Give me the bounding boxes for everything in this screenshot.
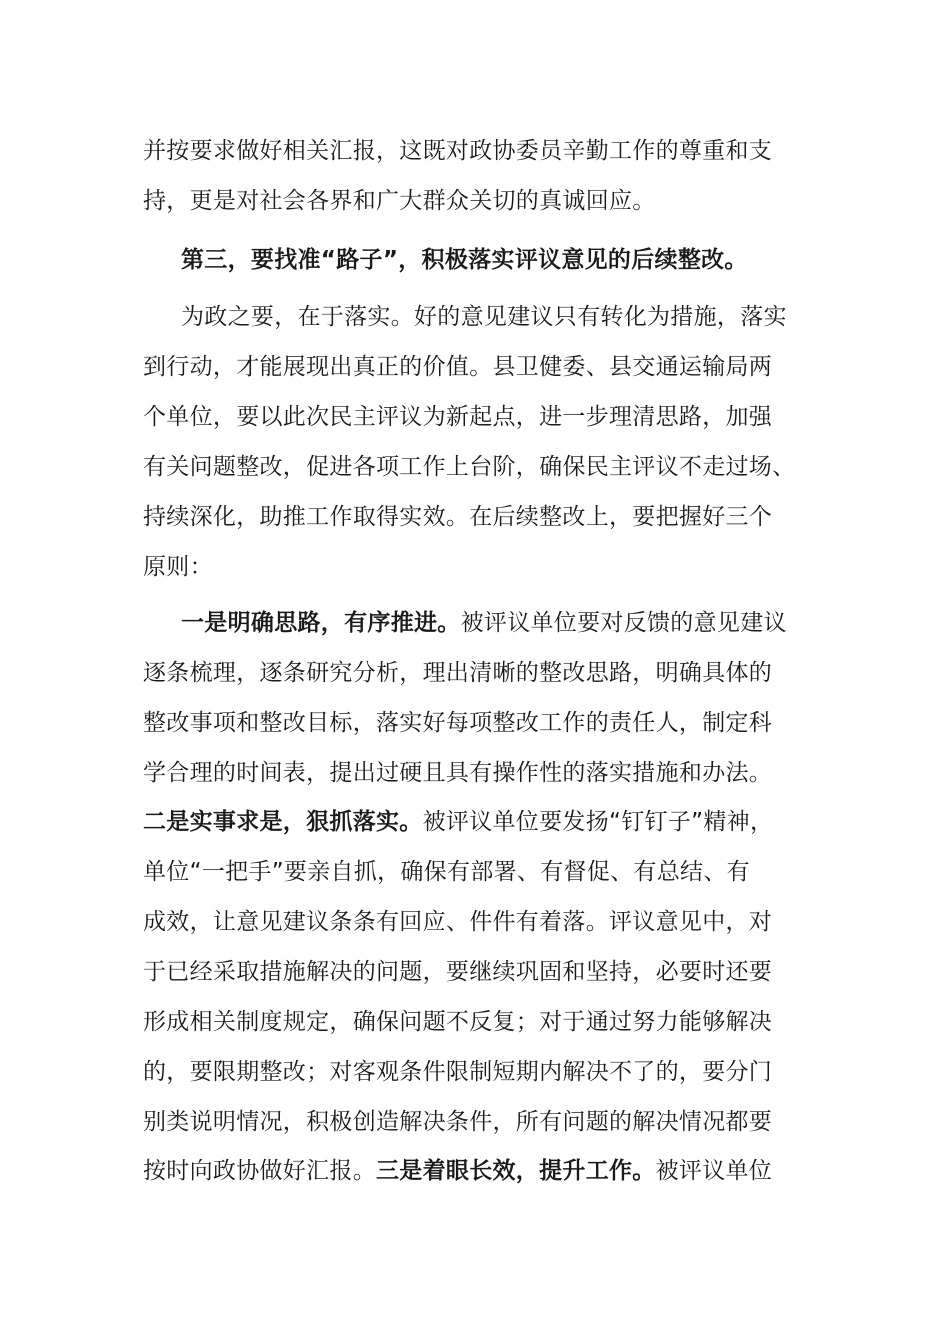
paragraph-line: 单位“一把手”要亲自抓，确保有部署、有督促、有总结、有: [143, 859, 750, 885]
paragraph-line: 整改事项和整改目标，落实好每项整改工作的责任人，制定科: [143, 710, 773, 736]
paragraph-line: 个单位，要以此次民主评议为新起点，进一步理清思路，加强: [143, 404, 773, 430]
paragraph-line: 成效，让意见建议条条有回应、件件有着落。评议意见中，对: [143, 909, 773, 935]
paragraph-line: 形成相关制度规定，确保问题不反复；对于通过努力能够解决: [143, 1009, 773, 1035]
principle-two-line: [143, 807, 823, 837]
last-line-tail: 被评议单位: [655, 1158, 773, 1184]
paragraph-line: 持，更是对社会各界和广大群众关切的真诚回应。: [143, 188, 656, 214]
paragraph-line: 有关问题整改，促进各项工作上台阶，确保民主评议不走过场、: [143, 454, 796, 480]
principle-three-heading: 三是着眼长效，提升工作。: [376, 1158, 656, 1184]
paragraph-line: 到行动，才能展现出真正的价值。县卫健委、县交通运输局两: [143, 354, 773, 380]
paragraph-line: 逐条梳理，逐条研究分析，理出清晰的整改思路，明确具体的: [143, 660, 773, 686]
last-line-text: 按时向政协做好汇报。: [143, 1158, 376, 1184]
section-heading: 第三，要找准“路子”，积极落实评议意见的后续整改。: [181, 247, 748, 273]
paragraph-line: 于已经采取措施解决的问题，要继续巩固和坚持，必要时还要: [143, 959, 773, 985]
paragraph-line: 为政之要，在于落实。好的意见建议只有转化为措施，落实: [181, 304, 787, 330]
principle-two-heading: 二是实事求是，狠抓落实。: [143, 809, 423, 835]
paragraph-line: 并按要求做好相关汇报，这既对政协委员辛勤工作的尊重和支: [143, 138, 773, 164]
paragraph-line: 学合理的时间表，提出过硬且具有操作性的落实措施和办法。: [143, 760, 773, 786]
paragraph-line: 持续深化，助推工作取得实效。在后续整改上，要把握好三个: [143, 504, 773, 530]
principle-three-line: [143, 1156, 823, 1186]
principle-one-text: 被评议单位要对反馈的意见建议: [460, 610, 787, 636]
principle-two-text: 被评议单位要发扬“钉钉子”精神，: [422, 809, 774, 835]
paragraph-line: 的，要限期整改；对客观条件限制短期内解决不了的，要分门: [143, 1059, 773, 1085]
paragraph-line: 别类说明情况，积极创造解决条件，所有问题的解决情况都要: [143, 1109, 773, 1135]
principle-one-heading: 一是明确思路，有序推进。: [181, 610, 461, 636]
principle-one-line: [181, 608, 861, 638]
paragraph-line: 原则：: [143, 554, 213, 580]
